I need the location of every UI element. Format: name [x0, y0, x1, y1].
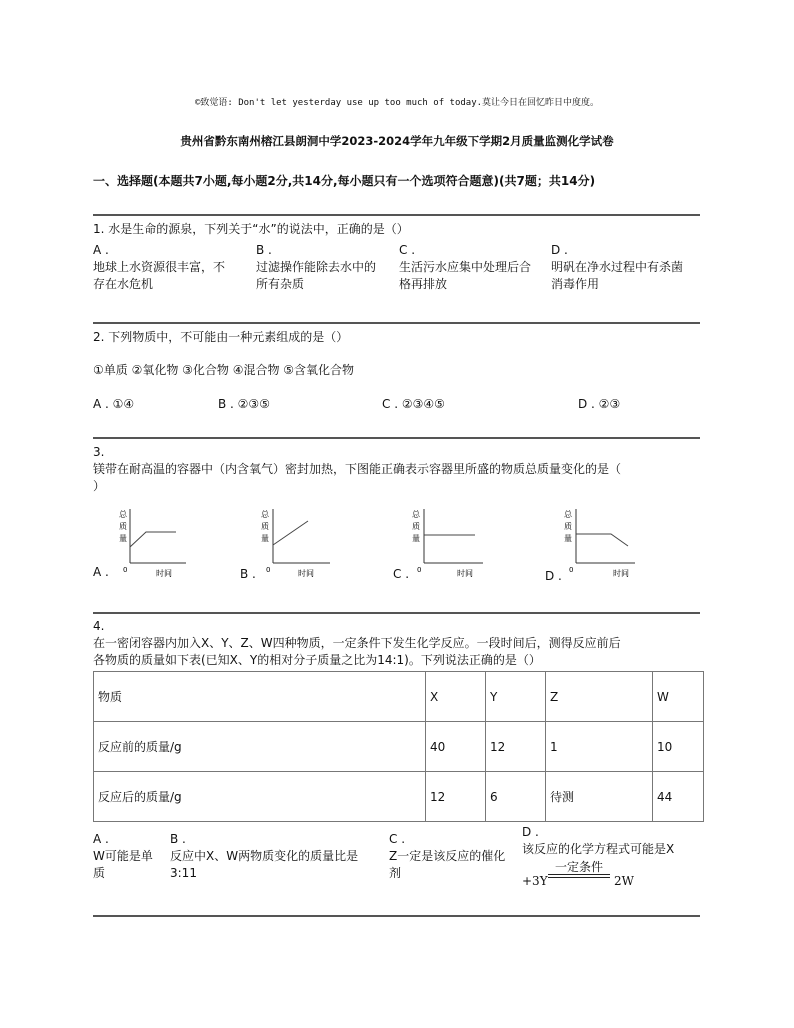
- table-cell: 反应后的质量/g: [94, 772, 426, 822]
- table-cell: 待测: [546, 772, 653, 822]
- option-text: 生活污水应集中处理后合: [399, 260, 532, 274]
- y-label-char: 总: [119, 510, 127, 519]
- y-label-char: 总: [261, 510, 269, 519]
- option-text: 格再排放: [399, 277, 448, 291]
- table-row: [94, 772, 704, 822]
- mass-curve: [130, 532, 176, 547]
- divider: [93, 915, 700, 917]
- y-label-char: 量: [261, 534, 269, 543]
- y-label-char: 量: [564, 534, 572, 543]
- q4-stem-line1: 在一密闭容器内加入X、Y、Z、W四种物质，一定条件下发生化学反应。一段时间后，测得反应前后: [93, 636, 621, 650]
- divider: [93, 214, 700, 216]
- q4-number: 4.: [93, 619, 105, 633]
- divider: [93, 322, 700, 324]
- table-cell: 12: [486, 722, 546, 772]
- option-letter: C .: [389, 832, 406, 846]
- table-header: 物质: [94, 672, 426, 722]
- option-text: 所有杂质: [256, 277, 305, 291]
- divider: [93, 437, 700, 439]
- y-label-char: 量: [412, 534, 420, 543]
- option-text: 该反应的化学方程式可能是X: [522, 842, 675, 856]
- equation-lhs: +3Y: [522, 874, 548, 888]
- q2-option-c[interactable]: C . ②③④⑤: [382, 397, 445, 411]
- option-letter: A .: [93, 832, 109, 846]
- q3-stem-line2: ）: [93, 479, 106, 493]
- x-label: 时间: [613, 569, 629, 578]
- q3-chart-b[interactable]: [256, 505, 336, 583]
- motto-line: ©致觉语: Don't let yesterday use up too much of today.莫让今日在回忆昨日中度度。: [194, 98, 600, 108]
- option-letter: A .: [93, 243, 109, 257]
- q1-option-b[interactable]: [256, 242, 396, 293]
- y-label-char: 质: [261, 522, 269, 531]
- q1-stem: 1. 水是生命的源泉，下列关于“水”的说法中，正确的是（）: [93, 222, 409, 236]
- q4-option-b[interactable]: [170, 831, 385, 882]
- option-text: 质: [93, 866, 106, 880]
- option-text: 存在水危机: [93, 277, 154, 291]
- q3-chart-c[interactable]: [409, 505, 489, 583]
- x-label: 时间: [457, 569, 473, 578]
- mass-table: [93, 671, 704, 822]
- origin-label: 0: [266, 566, 271, 574]
- option-letter: D .: [551, 243, 568, 257]
- section-heading: 一、选择题(本题共7小题,每小题2分,共14分,每小题只有一个选项符合题意)(共7题；共14分): [93, 174, 596, 188]
- q3-stem-line1: 镁带在耐高温的容器中（内含氧气）密封加热，下图能正确表示容器里所盛的物质总质量变化的是（: [93, 462, 622, 476]
- table-cell: 40: [426, 722, 486, 772]
- q3-option-d-label[interactable]: D .: [545, 569, 562, 583]
- option-text: Z一定是该反应的催化: [389, 849, 506, 863]
- q3-option-c-label[interactable]: C .: [393, 567, 410, 581]
- table-header: Y: [486, 672, 546, 722]
- q3-number: 3.: [93, 445, 105, 459]
- q3-chart-a[interactable]: [110, 505, 190, 583]
- table-header: W: [653, 672, 704, 722]
- paper-title: 贵州省黔东南州榕江县朗洞中学2023-2024学年九年级下学期2月质量监测化学试卷: [180, 134, 614, 148]
- option-letter: C .: [399, 243, 416, 257]
- option-letter: B .: [256, 243, 272, 257]
- table-cell: 1: [546, 722, 653, 772]
- x-label: 时间: [156, 569, 172, 578]
- table-cell: 12: [426, 772, 486, 822]
- table-header-row: [94, 672, 704, 722]
- q1-option-c[interactable]: [399, 242, 549, 293]
- option-text: 地球上水资源很丰富，不: [93, 260, 226, 274]
- x-label: 时间: [298, 569, 314, 578]
- table-cell: 反应前的质量/g: [94, 722, 426, 772]
- q4-option-d[interactable]: [522, 824, 702, 858]
- y-label-char: 质: [412, 522, 420, 531]
- option-letter: B .: [170, 832, 186, 846]
- q3-option-a-label[interactable]: A .: [93, 565, 109, 579]
- q2-option-d[interactable]: D . ②③: [578, 397, 621, 411]
- q4-option-c[interactable]: [389, 831, 519, 882]
- q3-option-b-label[interactable]: B .: [240, 567, 256, 581]
- reaction-condition: 一定条件: [554, 860, 603, 874]
- y-label-char: 质: [119, 522, 127, 531]
- q2-choices: ①单质 ②氧化物 ③化合物 ④混合物 ⑤含氧化合物: [93, 363, 355, 377]
- q4-option-a[interactable]: [93, 831, 165, 882]
- q2-stem: 2. 下列物质中，不可能由一种元素组成的是（）: [93, 330, 349, 344]
- q4-stem-line2: 各物质的质量如下表(已知X、Y的相对分子质量之比为14:1)。下列说法正确的是（）: [93, 653, 541, 667]
- equation-rhs: 2W: [614, 874, 634, 888]
- option-letter: D .: [522, 825, 539, 839]
- y-label-char: 量: [119, 534, 127, 543]
- y-label-char: 总: [564, 510, 572, 519]
- option-text: 3:11: [170, 866, 197, 880]
- origin-label: 0: [569, 566, 574, 574]
- table-cell: 6: [486, 772, 546, 822]
- table-cell: 44: [653, 772, 704, 822]
- mass-curve: [273, 521, 308, 545]
- mass-curve: [576, 534, 628, 546]
- table-header: Z: [546, 672, 653, 722]
- table-header: X: [426, 672, 486, 722]
- option-text: 消毒作用: [551, 277, 600, 291]
- option-text: 剂: [389, 866, 402, 880]
- table-row: [94, 722, 704, 772]
- option-text: 过滤操作能除去水中的: [256, 260, 377, 274]
- q3-chart-d[interactable]: [561, 505, 641, 583]
- equals-line-top: [548, 874, 610, 875]
- y-label-char: 总: [412, 510, 420, 519]
- equals-line-bottom: [548, 877, 610, 878]
- q2-option-a[interactable]: A . ①④: [93, 397, 135, 411]
- table-cell: 10: [653, 722, 704, 772]
- option-text: 反应中X、W两物质变化的质量比是: [170, 849, 359, 863]
- origin-label: 0: [123, 566, 128, 574]
- origin-label: 0: [417, 566, 422, 574]
- q1-option-a[interactable]: [93, 242, 253, 293]
- option-text: 明矾在净水过程中有杀菌: [551, 260, 684, 274]
- y-label-char: 质: [564, 522, 572, 531]
- q2-option-b[interactable]: B . ②③⑤: [218, 397, 270, 411]
- q1-option-d[interactable]: [551, 242, 701, 293]
- option-text: W可能是单: [93, 849, 153, 863]
- divider: [93, 612, 700, 614]
